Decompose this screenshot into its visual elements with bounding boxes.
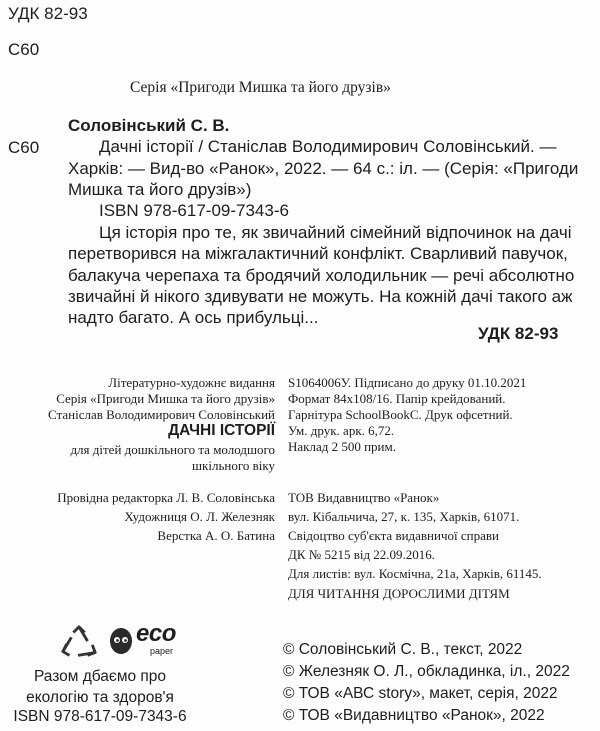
right-info-line-2: Формат 84х108/16. Папір крейдований.	[288, 391, 506, 406]
left-info-audience-1: для дітей дошкільного та молодшого	[70, 442, 275, 457]
annotation-line-2: перетворився на міжгалактичний конфлікт. Сварливий павучок,	[68, 244, 568, 263]
left-info-title: ДАЧНІ ІСТОРІЇ	[168, 422, 275, 439]
eco-logo-word: eco	[136, 620, 176, 647]
leaf-eyes-icon	[108, 624, 134, 656]
publisher-line-1: ТОВ Видавництво «Ранок»	[288, 490, 440, 505]
eco-slogan-1: Разом дбаємо про	[33, 668, 167, 685]
right-info-line-1: S1064006У. Підписано до друку 01.10.2021	[288, 375, 527, 390]
bib-code: С60	[8, 138, 40, 157]
left-info-line-1: Літературно-художнє видання	[108, 375, 275, 390]
eco-logo-sub: paper	[150, 646, 174, 656]
series-line: Серія «Пригоди Мишка та його друзів»	[130, 79, 391, 96]
annotation-line-1: Ця історія про те, як звичайний сімейний відпочинок на дачі	[99, 223, 572, 242]
left-info-audience-2: шкільного віку	[192, 458, 275, 473]
credit-editor: Провідна редакторка Л. В. Соловінська	[57, 490, 275, 505]
publisher-line-4: ДК № 5215 від 22.09.2016.	[288, 547, 436, 562]
copyright-line-1: © Соловінський С. В., текст, 2022	[283, 641, 523, 658]
copyright-line-4: © ТОВ «Видавництво «Ранок», 2022	[283, 707, 545, 724]
copyright-line-2: © Железняк О. Л., обкладинка, іл., 2022	[283, 663, 570, 680]
age-note: ДЛЯ ЧИТАННЯ ДОРОСЛИМИ ДІТЯМ	[288, 586, 510, 601]
right-info-line-5: Наклад 2 500 прим.	[288, 439, 396, 454]
publisher-line-5: Для листів: вул. Космічна, 21а, Харків, 61145.	[288, 566, 542, 581]
bib-isbn: ISBN 978-617-09-7343-6	[99, 201, 289, 220]
udk-top: УДК 82-93	[8, 4, 88, 23]
bib-line-3: Мишка та його друзів»)	[68, 180, 252, 199]
left-info-line-3: Станіслав Володимирович Соловінський	[48, 407, 275, 422]
code-top: С60	[8, 40, 40, 59]
bib-line-2: Харків: — Вид-во «Ранок», 2022. — 64 с.: іл. — (Серія: «Пригоди	[68, 159, 579, 178]
annotation-line-4: звичайні й нікого здивувати не можуть. На кожній дачі такого аж	[68, 287, 573, 306]
eco-slogan-2: екологію та здоров'я	[26, 689, 174, 706]
bib-line-1: Дачні історії / Станіслав Володимирович Соловінський. —	[99, 137, 557, 156]
publisher-line-3: Свідоцтво суб'єкта видавничої справи	[288, 528, 499, 543]
copyright-line-3: © ТОВ «АВС story», макет, серія, 2022	[283, 685, 558, 702]
credit-layout: Верстка А. О. Батина	[157, 528, 275, 543]
right-info-line-3: Гарнітура SchoolBookC. Друк офсетний.	[288, 407, 513, 422]
right-info-line-4: Ум. друк. арк. 6,72.	[288, 423, 395, 438]
bib-author: Соловінський С. В.	[68, 116, 230, 135]
eco-paper-logo	[108, 624, 134, 656]
annotation-line-5: надто багато. А ось прибульці...	[68, 308, 319, 327]
udk-bottom: УДК 82-93	[478, 324, 559, 343]
publisher-line-2: вул. Кібальчича, 27, к. 135, Харків, 61071.	[288, 509, 520, 524]
annotation-line-3: балакуча черепаха та бродячий холодильник — речі абсолютно	[68, 266, 575, 285]
left-info-line-2: Серія «Пригоди Мишка та його друзів»	[56, 391, 275, 406]
eco-isbn: ISBN 978-617-09-7343-6	[13, 708, 187, 725]
recycle-icon	[60, 624, 98, 662]
credit-illustrator: Художниця О. Л. Железняк	[124, 509, 275, 524]
